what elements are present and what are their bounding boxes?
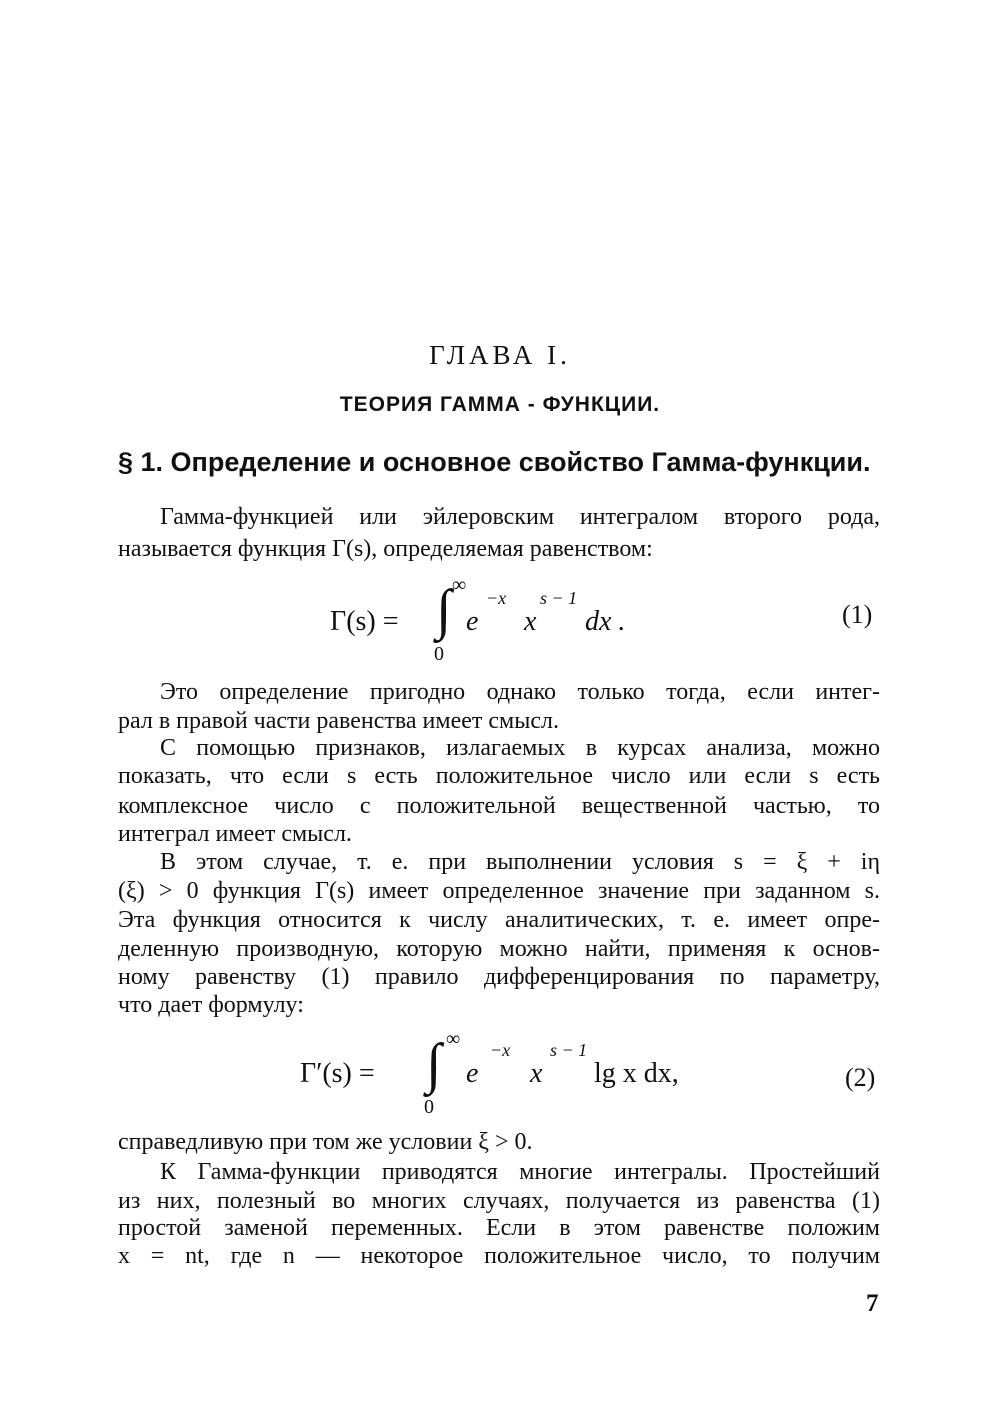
equation-number-1: (1)	[842, 600, 873, 629]
exp-power-e: −x	[490, 1040, 511, 1060]
text-line: деленную производную, которую можно найти, применяя к основ-	[118, 936, 880, 962]
integral-sign: ∫	[436, 579, 452, 641]
text-line: что дает формулу:	[118, 992, 304, 1018]
integral-upper-limit: ∞	[452, 574, 467, 596]
equation-2-lhs: Γ′(s) =	[300, 1058, 375, 1089]
integral-upper-limit: ∞	[446, 1028, 461, 1050]
chapter-title: ГЛАВА I.	[429, 340, 571, 370]
text-line: К Гамма-функции приводятся многие интегралы. Простейший	[160, 1159, 880, 1185]
power-exponent-x: s − 1	[540, 588, 578, 608]
text-line: называется функция Γ(s), определяемая равенством:	[118, 536, 653, 562]
text-line: справедливую при том же условии ξ > 0.	[118, 1129, 533, 1155]
text-line: Это определение пригодно однако только тогда, если интег-	[160, 679, 880, 705]
text-line: В этом случае, т. е. при выполнении условия s = ξ + iη	[160, 849, 880, 875]
integral-sign: ∫	[426, 1033, 442, 1095]
exp-power-e: −x	[486, 588, 507, 608]
text-line: (ξ) > 0 функция Γ(s) имеет определенное значение при заданном s.	[118, 878, 880, 904]
text-line: ному равенству (1) правило дифференцирования по параметру,	[118, 964, 880, 990]
text-line: Гамма-функцией или эйлеровским интегралом второго рода,	[160, 504, 880, 530]
text-line: x = nt, где n — некоторое положительное число, то получим	[118, 1243, 880, 1269]
equation-2-tail: lg x dx,	[594, 1058, 679, 1089]
text-line: простой заменой переменных. Если в этом равенстве положим	[118, 1215, 880, 1241]
text-line: Эта функция относится к числу аналитических, т. е. имеет опре-	[118, 907, 880, 933]
equation-1-lhs: Γ(s) =	[330, 606, 399, 637]
text-line: интеграл имеет смысл.	[118, 821, 352, 847]
section-title: § 1. Определение и основное свойство Гамма-функции.	[118, 447, 871, 477]
chapter-subtitle: ТЕОРИЯ ГАММА - ФУНКЦИИ.	[339, 393, 661, 416]
text-line: комплексное число с положительной вещественной частью, то	[118, 793, 880, 819]
page-number: 7	[866, 1290, 879, 1317]
equation-1-tail: dx .	[585, 606, 626, 637]
power-base-x: x	[524, 606, 537, 637]
text-line: из них, полезный во многих случаях, получается из равенства (1)	[118, 1188, 880, 1214]
integral-lower-limit: 0	[424, 1096, 434, 1118]
power-exponent-x: s − 1	[550, 1040, 588, 1060]
integral-lower-limit: 0	[434, 643, 444, 665]
equation-number-2: (2)	[845, 1063, 876, 1092]
power-base-x: x	[530, 1058, 543, 1089]
text-line: показать, что если s есть положительное число или если s есть	[118, 763, 880, 789]
text-line: рал в правой части равенства имеет смысл.	[118, 708, 559, 734]
exp-base-e: e	[466, 606, 479, 637]
text-line: С помощью признаков, излагаемых в курсах анализа, можно	[160, 735, 880, 761]
exp-base-e: e	[466, 1058, 479, 1089]
